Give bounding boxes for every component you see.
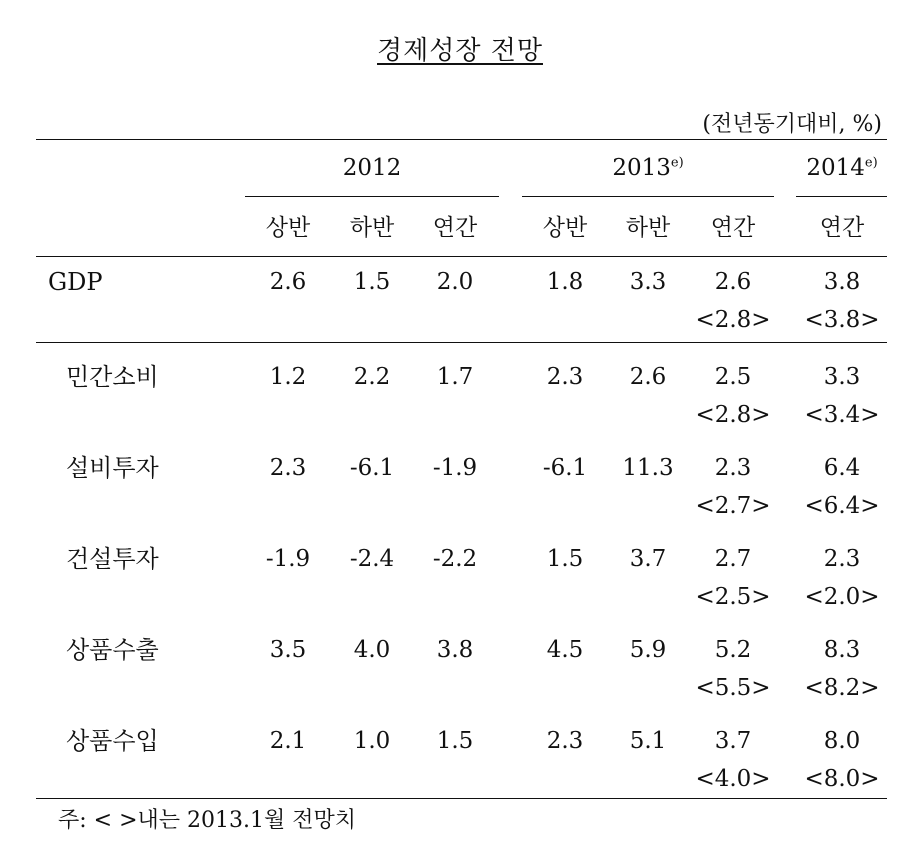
table-cell: 4.0 <box>353 637 391 663</box>
estimate-superscript: e) <box>864 155 878 171</box>
table-cell: 2.3 <box>546 364 584 390</box>
year-label: 2014 <box>806 155 865 181</box>
table-cell: -1.9 <box>265 546 311 572</box>
previous-forecast-cell: <2.8> <box>695 402 771 428</box>
table-cell: 3.5 <box>269 637 307 663</box>
table-cell: 3.7 <box>629 546 667 572</box>
gdp-bottom-rule <box>36 342 887 343</box>
sub-column-header: 하반 <box>625 215 671 241</box>
footnote: 주: < >내는 2013.1월 전망치 <box>58 808 356 833</box>
table-cell: 2.5 <box>714 364 752 390</box>
header-bottom-rule <box>36 256 887 257</box>
previous-forecast-cell: <8.2> <box>804 675 880 701</box>
previous-forecast-cell: <2.8> <box>695 307 771 333</box>
sub-column-header: 연간 <box>432 215 478 241</box>
table-cell: 1.5 <box>353 269 391 295</box>
unit-note: (전년동기대비, %) <box>702 112 882 137</box>
sub-column-header: 상반 <box>542 215 588 241</box>
previous-forecast-cell: <3.4> <box>804 402 880 428</box>
table-cell: 2.2 <box>353 364 391 390</box>
table-cell: 5.9 <box>629 637 667 663</box>
year-header-2013 <box>612 154 683 182</box>
table-cell: -2.2 <box>432 546 478 572</box>
table-cell: 5.2 <box>714 637 752 663</box>
sub-column-header: 연간 <box>710 215 756 241</box>
year-2013-rule <box>522 196 774 197</box>
row-label: 건설투자 <box>66 545 159 573</box>
previous-forecast-cell: <6.4> <box>804 493 880 519</box>
table-cell: 3.3 <box>823 364 861 390</box>
table-top-rule <box>36 139 887 140</box>
year-label: 2012 <box>342 155 402 181</box>
row-label: 상품수출 <box>66 636 159 664</box>
year-header-2014 <box>806 154 877 182</box>
table-cell: 1.7 <box>436 364 474 390</box>
table-title: 경제성장 전망 <box>377 36 543 66</box>
previous-forecast-cell: <3.8> <box>804 307 880 333</box>
table-cell: 3.7 <box>714 728 752 754</box>
row-label: GDP <box>48 268 103 296</box>
table-cell: -6.1 <box>349 455 395 481</box>
sub-column-header: 하반 <box>349 215 395 241</box>
table-cell: 2.6 <box>714 269 752 295</box>
year-2014-rule <box>796 196 887 197</box>
table-cell: 8.0 <box>823 728 861 754</box>
table-cell: 1.0 <box>353 728 391 754</box>
table-cell: 3.8 <box>823 269 861 295</box>
table-cell: 2.0 <box>436 269 474 295</box>
table-cell: 2.3 <box>546 728 584 754</box>
table-cell: -6.1 <box>542 455 588 481</box>
table-cell: 2.3 <box>823 546 861 572</box>
row-label: 민간소비 <box>66 363 159 391</box>
table-cell: 1.8 <box>546 269 584 295</box>
table-cell: 3.8 <box>436 637 474 663</box>
previous-forecast-cell: <4.0> <box>695 766 771 792</box>
table-cell: 2.3 <box>269 455 307 481</box>
table-cell: 2.7 <box>714 546 752 572</box>
table-cell: -2.4 <box>349 546 395 572</box>
year-2012-rule <box>245 196 499 197</box>
table-cell: 1.2 <box>269 364 307 390</box>
table-bottom-rule <box>36 798 887 799</box>
table-cell: 4.5 <box>546 637 584 663</box>
table-cell: 2.6 <box>269 269 307 295</box>
table-cell: 8.3 <box>823 637 861 663</box>
previous-forecast-cell: <8.0> <box>804 766 880 792</box>
table-cell: 11.3 <box>622 455 674 481</box>
table-cell: 2.1 <box>269 728 307 754</box>
table-cell: 1.5 <box>546 546 584 572</box>
year-label: 2013 <box>612 155 671 181</box>
table-cell: 6.4 <box>823 455 861 481</box>
year-header-2012 <box>343 154 402 182</box>
table-cell: 1.5 <box>436 728 474 754</box>
table-cell: -1.9 <box>432 455 478 481</box>
table-cell: 2.3 <box>714 455 752 481</box>
estimate-superscript: e) <box>670 155 684 171</box>
previous-forecast-cell: <2.7> <box>695 493 771 519</box>
sub-column-header: 연간 <box>819 215 865 241</box>
previous-forecast-cell: <5.5> <box>695 675 771 701</box>
previous-forecast-cell: <2.5> <box>695 584 771 610</box>
table-cell: 2.6 <box>629 364 667 390</box>
row-label: 설비투자 <box>66 454 159 482</box>
previous-forecast-cell: <2.0> <box>804 584 880 610</box>
row-label: 상품수입 <box>66 727 159 755</box>
sub-column-header: 상반 <box>265 215 311 241</box>
table-cell: 3.3 <box>629 269 667 295</box>
table-cell: 5.1 <box>629 728 667 754</box>
